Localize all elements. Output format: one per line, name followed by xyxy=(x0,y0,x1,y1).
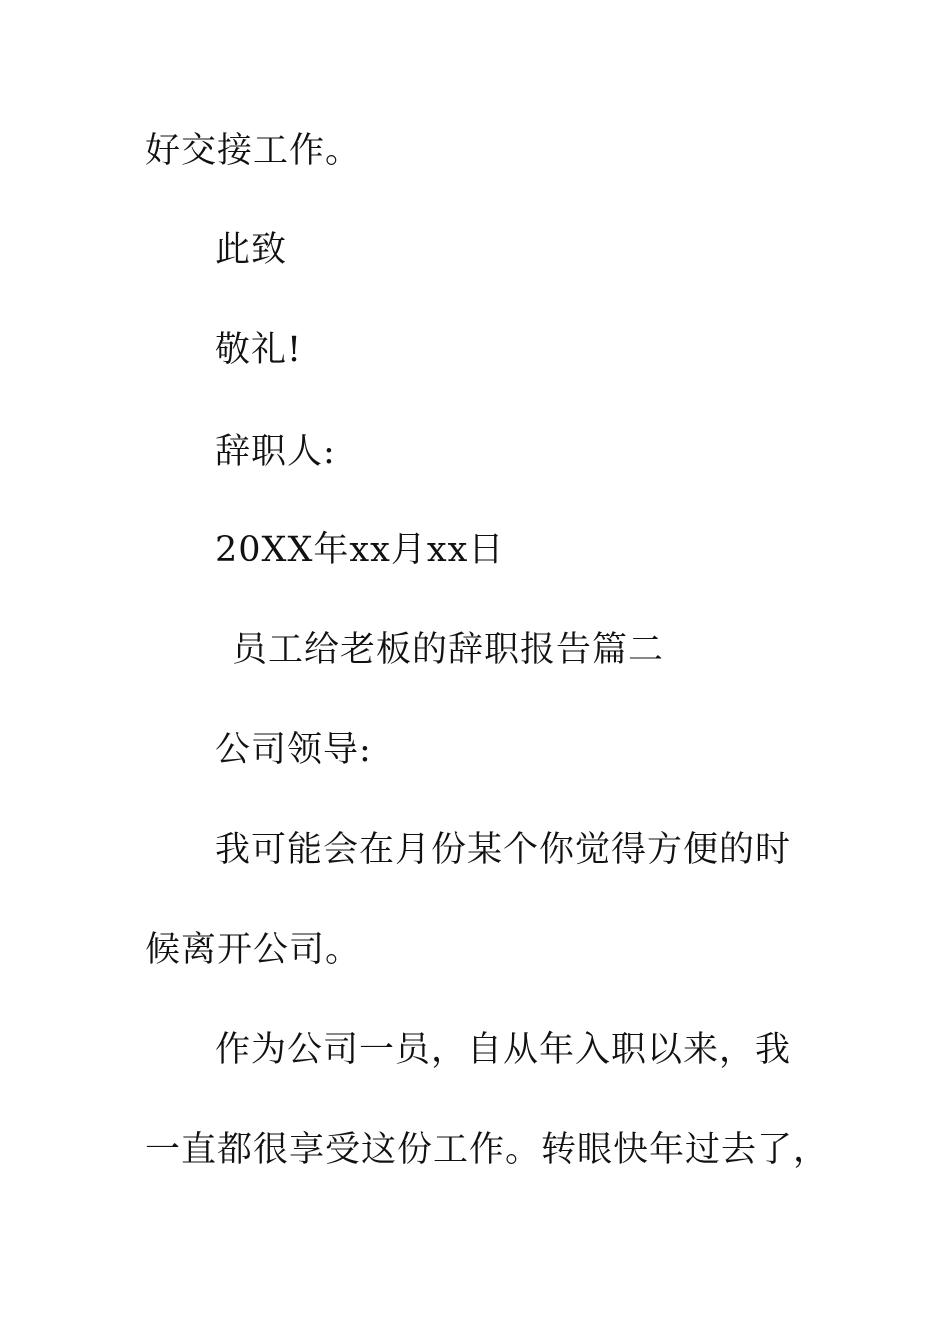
body-paragraph-1-line-1: 我可能会在月份某个你觉得方便的时 xyxy=(215,830,792,870)
closing-regards: 敬礼! xyxy=(215,330,303,370)
body-paragraph-1-line-2: 候离开公司。 xyxy=(145,930,362,970)
body-paragraph-2-line-2: 一直都很享受这份工作。转眼快年过去了， xyxy=(145,1130,830,1170)
paragraph-continuation-line: 好交接工作。 xyxy=(145,131,362,171)
body-paragraph-2-line-1: 作为公司一员，自从年入职以来，我 xyxy=(215,1030,792,1070)
letter-greeting: 公司领导: xyxy=(215,730,372,770)
section-heading: 员工给老板的辞职报告篇二 xyxy=(232,630,665,670)
closing-salutation: 此致 xyxy=(215,230,288,270)
date-line: 20XX年xx月xx日 xyxy=(215,530,505,570)
signature-label: 辞职人: xyxy=(215,432,336,472)
